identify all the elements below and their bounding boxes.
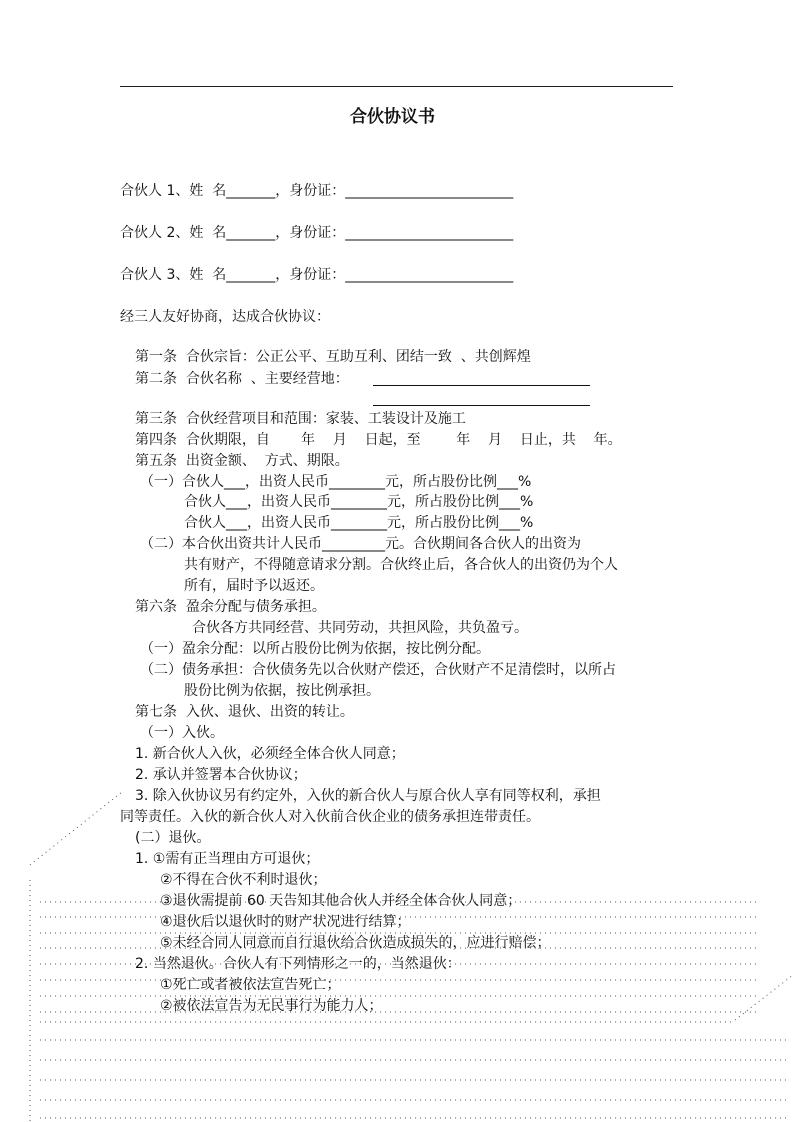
join-item: 3. 除入伙协议另有约定外，入伙的新合伙人与原合伙人享有同等权利，承担 <box>135 788 601 804</box>
withdraw-item-1: 1. ①需有正当理由方可退伙； <box>135 851 320 867</box>
capital-total-line: 所有，届时予以返还。 <box>184 578 324 594</box>
join-item: 1. 新合伙人入伙，必须经全体合伙人同意； <box>135 746 405 762</box>
document-title: 合伙协议书 <box>350 107 435 127</box>
partner-2-line: 合伙人 2、姓 名_______，身份证：________________________ <box>120 225 514 241</box>
article-2: 第二条 合伙名称 、主要经营地： <box>135 371 349 387</box>
withdraw-subitem: ⑤未经合同人同意而自行退伙给合伙造成损失的，应进行赔偿； <box>160 935 551 951</box>
withdraw-subitem: ②不得在合伙不利时退伙； <box>160 872 327 888</box>
article-5-heading: 第五条 出资金额、 方式、期限。 <box>135 453 349 469</box>
article-2-blank-line-1 <box>373 385 590 386</box>
contribution-row: （一）合伙人___，出资人民币________元，所占股份比例___% <box>140 474 532 490</box>
debt-line: （二）债务承担：合伙债务先以合伙财产偿还，合伙财产不足清偿时，以所占 <box>140 662 616 678</box>
capital-total-line: 共有财产，不得随意请求分割。合伙终止后，各合伙人的出资仍为个人 <box>184 557 618 573</box>
contribution-row: 合伙人___，出资人民币________元，所占股份比例___% <box>184 494 534 510</box>
partner-1-line: 合伙人 1、姓 名_______，身份证：________________________ <box>120 183 514 199</box>
article-6-heading: 第六条 盈余分配与债务承担。 <box>135 599 326 615</box>
join-item: 2. 承认并签署本合伙协议； <box>135 767 307 783</box>
contribution-row: 合伙人___，出资人民币________元，所占股份比例___% <box>184 515 534 531</box>
debt-line: 股份比例为依据，按比例承担。 <box>184 683 380 699</box>
withdraw-subitem: ③退伙需提前 60 天告知其他合伙人并经全体合伙人同意； <box>160 893 522 909</box>
withdraw-item-2: 2. 当然退伙。合伙人有下列情形之一的，当然退伙： <box>135 956 461 972</box>
profit-principle: 合伙各方共同经营、共同劳动，共担风险，共负盈亏。 <box>192 620 528 636</box>
article-3: 第三条 合伙经营项目和范围：家装、工装设计及施工 <box>135 411 466 427</box>
withdraw-subitem: ④退伙后以退伙时的财产状况进行结算； <box>160 914 411 930</box>
header-rule <box>120 86 673 87</box>
article-4: 第四条 合伙期限，自 年 月 日起，至 年 月 日止，共 年。 <box>135 432 622 448</box>
join-heading: （一）入伙。 <box>140 725 224 741</box>
join-item: 同等责任。入伙的新合伙人对入伙前合伙企业的债务承担连带责任。 <box>120 809 540 825</box>
article-1: 第一条 合伙宗旨：公正公平、互助互利、团结一致 、共创辉煌 <box>135 349 531 365</box>
withdraw-heading: (二）退伙。 <box>135 830 211 846</box>
article-2-blank-line-2 <box>373 405 590 406</box>
surplus-distribution: （一）盈余分配：以所占股份比例为依据，按比例分配。 <box>140 641 490 657</box>
withdraw-subitem: ①死亡或者被依法宣告死亡； <box>160 977 341 993</box>
partner-3-line: 合伙人 3、姓 名_______，身份证：________________________ <box>120 267 514 283</box>
intro-text: 经三人友好协商，达成合伙协议： <box>120 309 330 325</box>
withdraw-subitem: ②被依法宣告为无民事行为能力人； <box>160 998 383 1014</box>
article-7-heading: 第七条 入伙、退伙、出资的转让。 <box>135 704 354 720</box>
capital-total-line: （二）本合伙出资共计人民币_________元。合伙期间各合伙人的出资为 <box>140 536 581 552</box>
